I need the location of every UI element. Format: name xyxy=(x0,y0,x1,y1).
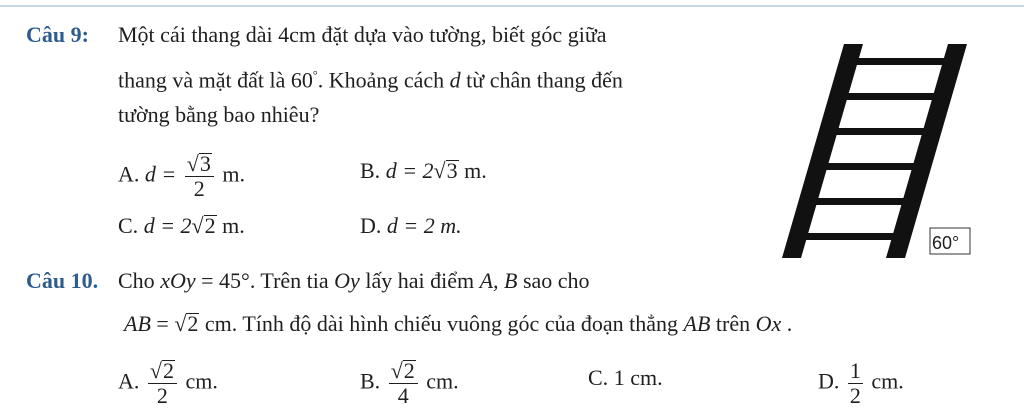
q9-option-c-label: C. xyxy=(118,213,139,238)
q9-option-a-radicand: 3 xyxy=(199,151,211,176)
ladder-figure xyxy=(780,40,980,265)
question-9-line-3: tường bằng bao nhiêu? xyxy=(118,102,320,127)
q10-option-a-radicand: 2 xyxy=(162,358,174,383)
q10-option-b-radicand: 2 xyxy=(403,358,415,383)
q9-option-c-radicand: 2 xyxy=(204,213,216,238)
q10-line1-text-b: = 45°. Trên tia xyxy=(195,268,335,293)
q10-segment-ab: AB xyxy=(124,311,151,336)
q10-points-ab: A, B xyxy=(479,268,518,293)
question-10-line-1 xyxy=(118,267,590,295)
q10-angle-name: xOy xyxy=(160,268,196,293)
q10-option-b-unit: cm. xyxy=(426,368,459,394)
q10-option-a[interactable] xyxy=(118,359,218,408)
ladder-rung xyxy=(810,198,915,205)
question-9-line-2 xyxy=(118,61,623,94)
ladder-left-rail xyxy=(782,44,863,258)
q10-option-a-denominator: 2 xyxy=(156,383,168,408)
q10-option-b-label: B. xyxy=(360,368,381,394)
q10-option-b-fraction: $\frac{√2}{4}$ xyxy=(389,359,418,408)
q9-angle-value: 60 xyxy=(290,67,313,93)
question-10-line-2: AB = √2 cm. Tính độ dài hình chiếu vuông góc của đoạn thẳng AB trên Ox . xyxy=(124,311,793,336)
q10-line1-text-a: Cho xyxy=(118,268,161,293)
ladder-rung xyxy=(820,163,925,170)
q9-option-b[interactable]: B. d = 2√3 m. xyxy=(360,158,487,183)
q9-option-a-unit: m. xyxy=(222,161,245,187)
q10-option-d-unit: cm. xyxy=(871,368,904,394)
q9-option-d-text: d = 2 m. xyxy=(386,213,462,238)
ladder-rung xyxy=(830,128,935,135)
q9-line2-text-c: từ chân thang đến xyxy=(460,67,623,93)
q10-option-a-label: A. xyxy=(118,368,140,394)
q10-line1-text-d: sao cho xyxy=(517,268,590,293)
q10-option-d[interactable] xyxy=(818,359,904,408)
q10-line2-text-c: . xyxy=(781,311,793,336)
q9-option-b-unit: m. xyxy=(464,158,487,183)
q10-option-c-text: 1 cm. xyxy=(613,365,663,390)
question-9-label: Câu 9: xyxy=(26,22,89,47)
q10-option-d-numerator: 1 xyxy=(849,358,861,383)
q10-line2-text-b: trên xyxy=(710,311,756,336)
ladder-rung xyxy=(800,233,905,240)
q9-line2-text-b: . Khoảng cách xyxy=(317,67,450,93)
q9-option-b-label: B. xyxy=(360,158,381,183)
angle-label: 60° xyxy=(932,233,960,253)
q9-option-b-radicand: 3 xyxy=(446,158,458,183)
question-10-label: Câu 10. xyxy=(26,268,99,293)
q9-option-b-lhs: d = 2 xyxy=(385,158,434,183)
q9-degree-sign: ° xyxy=(312,68,318,82)
question-9-line-1: Một cái thang dài 4cm đặt dựa vào tường, biết góc giữa xyxy=(118,22,607,47)
q10-option-a-fraction: $\frac{√2}{2}$ xyxy=(148,359,177,408)
ladder-rung xyxy=(840,93,945,100)
q9-option-a-label: A. xyxy=(118,161,140,187)
q10-option-d-fraction xyxy=(848,359,863,408)
ladder-right-rail xyxy=(886,44,967,258)
q10-option-d-label: D. xyxy=(818,368,840,394)
q9-line2-text-a: thang và mặt đất là xyxy=(118,67,291,93)
q9-option-c[interactable]: C. d = 2√2 m. xyxy=(118,213,245,238)
q9-option-a-lhs: d = xyxy=(144,161,177,187)
q10-ray-oy: Oy xyxy=(334,268,360,293)
q10-line2-text-a: cm. Tính độ dài hình chiếu vuông góc của đoạn thẳng xyxy=(199,311,684,336)
q10-equals: = xyxy=(150,311,175,336)
q9-option-a-fraction: $\frac{√3}{2}$ xyxy=(185,152,214,201)
q10-radicand: 2 xyxy=(187,311,199,336)
q10-option-c-label: C. xyxy=(588,365,609,390)
q10-option-d-denominator: 2 xyxy=(849,383,861,408)
q9-option-a-denominator: 2 xyxy=(193,176,205,201)
ladder-rung xyxy=(850,58,955,65)
q10-option-a-unit: cm. xyxy=(185,368,218,394)
q9-option-a[interactable] xyxy=(118,152,245,201)
q10-option-b-denominator: 4 xyxy=(397,383,409,408)
q10-option-c[interactable] xyxy=(588,364,663,392)
q10-line1-text-c: lấy hai điểm xyxy=(359,268,480,293)
top-divider xyxy=(0,5,1024,7)
q9-option-c-lhs: d = 2 xyxy=(143,213,192,238)
q10-ray-ox: Ox xyxy=(755,311,782,336)
q9-option-d-label: D. xyxy=(360,213,382,238)
q9-option-d[interactable] xyxy=(360,212,462,240)
q9-variable-d: d xyxy=(449,67,461,93)
q10-option-b[interactable] xyxy=(360,359,459,408)
q10-segment-ab-2: AB xyxy=(683,311,711,336)
q9-option-c-unit: m. xyxy=(222,213,245,238)
